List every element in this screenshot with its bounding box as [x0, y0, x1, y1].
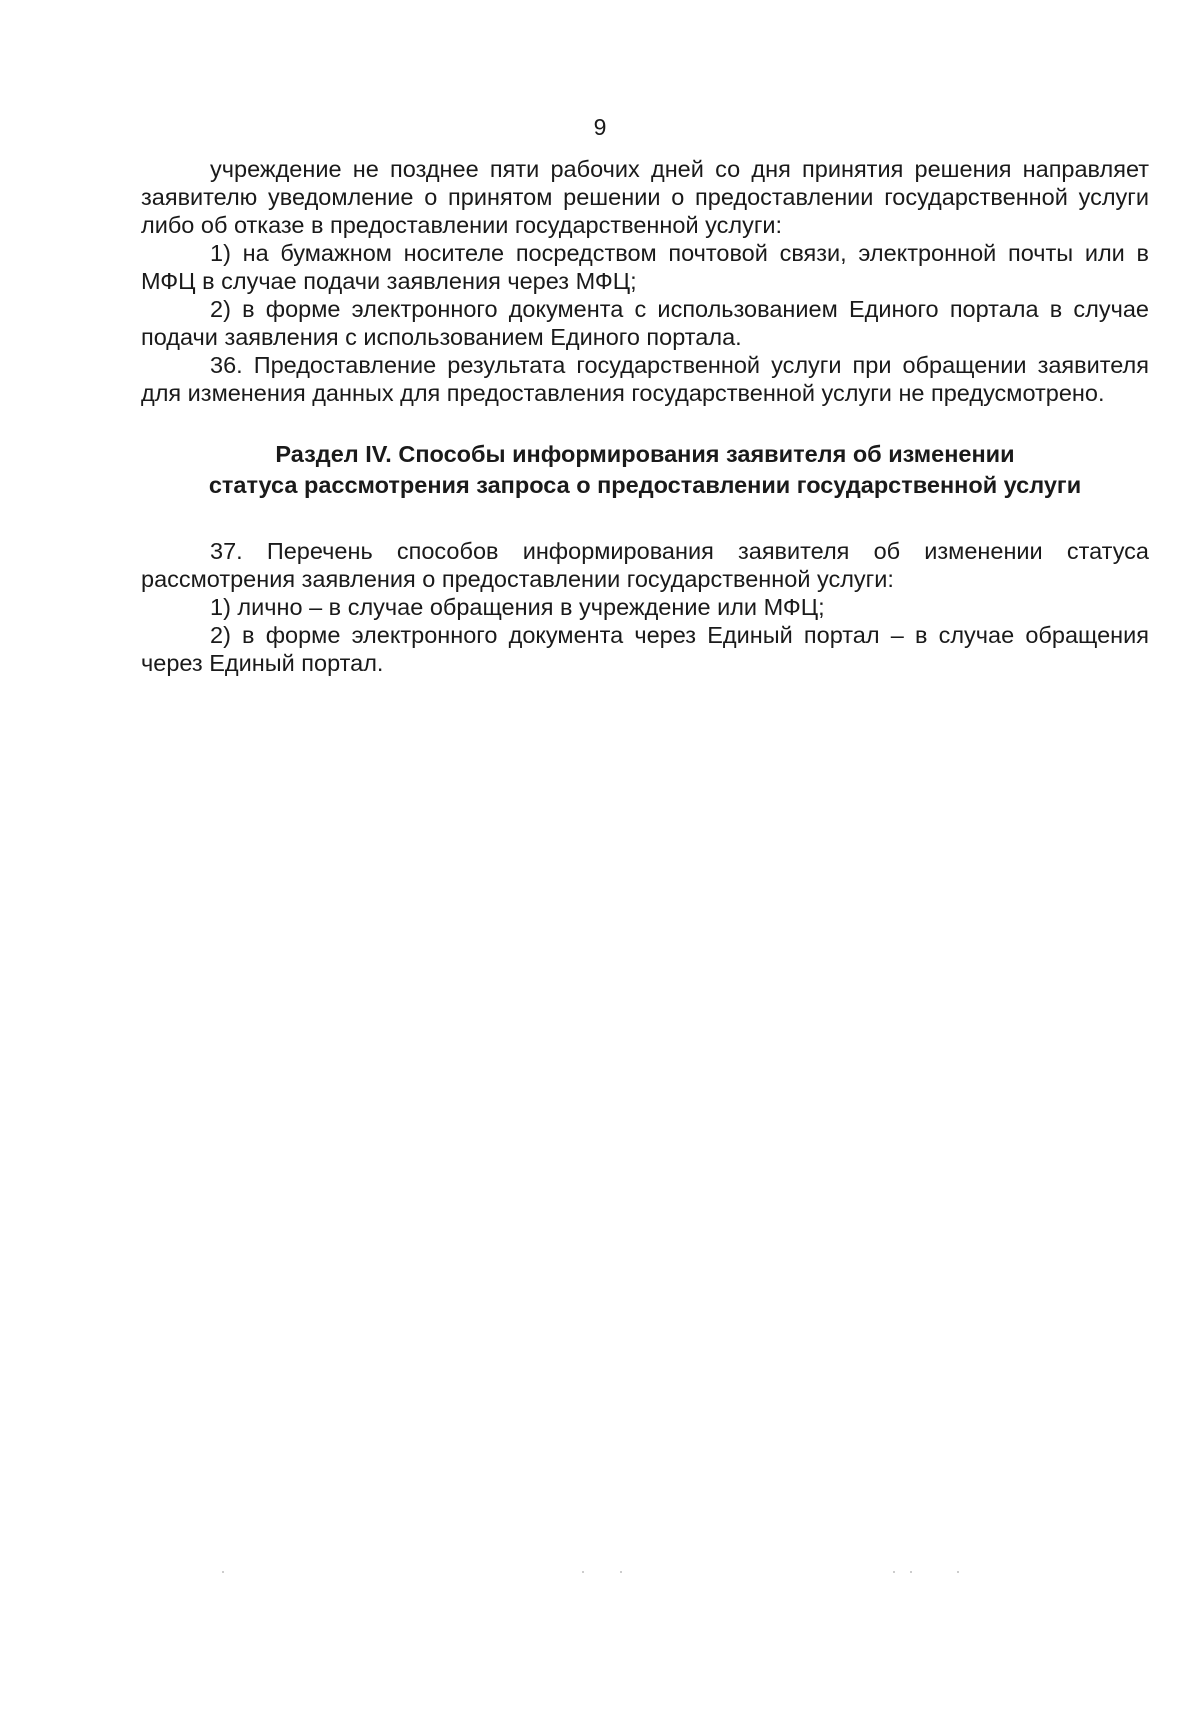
paragraph-item-portal: 2) в форме электронного документа через Единый портал – в случае обращения через Единый портал. [141, 622, 1149, 676]
paragraph-37: 37. Перечень способов информирования заявителя об изменении статуса рассмотрения заявления о предоставлении государственной услуги: [141, 538, 1149, 592]
paragraph-continuation: учреждение не позднее пяти рабочих дней со дня принятия решения направляет заявителю уведомление о принятом решении о предоставлении государственной услуги либо об отказе в предоставлении государственной услуги: [141, 156, 1149, 238]
paragraph-item-electronic: 2) в форме электронного документа с использованием Единого портала в случае подачи заявления с использованием Единого портала. [141, 296, 1149, 350]
paragraph-36: 36. Предоставление результата государственной услуги при обращении заявителя для изменения данных для предоставления государственной услуги не предусмотрено. [141, 352, 1149, 406]
paragraph-item-paper: 1) на бумажном носителе посредством почтовой связи, электронной почты или в МФЦ в случае подачи заявления через МФЦ; [141, 240, 1149, 294]
page-number: 9 [593, 114, 607, 140]
document-body [141, 155, 1149, 677]
scan-artifacts [0, 1571, 1200, 1575]
section-heading [141, 439, 1149, 501]
section-heading-line-1: Раздел IV. Способы информирования заявителя об изменении [275, 441, 1015, 467]
paragraph-item-in-person: 1) лично – в случае обращения в учреждение или МФЦ; [210, 594, 825, 620]
section-heading-line-2: статуса рассмотрения запроса о предоставлении государственной услуги [208, 472, 1082, 498]
